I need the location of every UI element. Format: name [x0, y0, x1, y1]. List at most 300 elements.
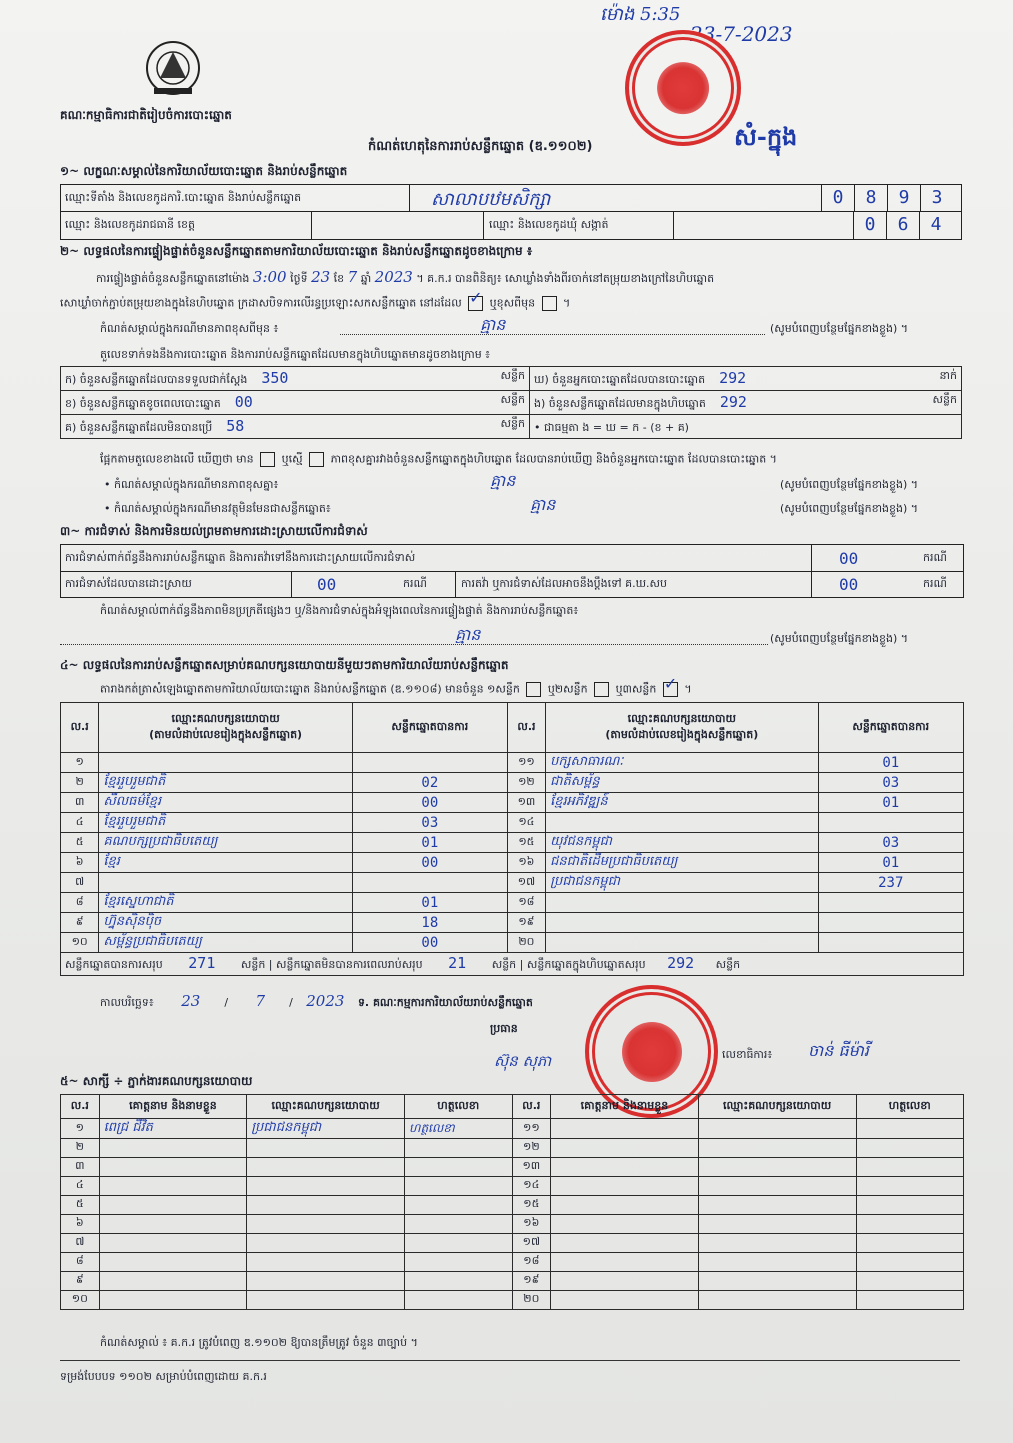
foreign-object-value: គ្មាន — [530, 495, 556, 514]
party-no: ៦ — [61, 853, 99, 873]
month-label: ខែ — [333, 272, 345, 285]
ballot-right-label: ឃ) ចំនួនអ្នកបោះឆ្នោតដែលបានបោះឆ្នោត — [534, 372, 706, 386]
witness-name — [551, 1234, 699, 1253]
party-name — [99, 873, 353, 893]
location-code-digit: 9 — [887, 185, 920, 211]
party-name: សម្ព័ន្ធប្រជាធិបតេយ្យ — [99, 933, 353, 953]
w-col-name-right: គោត្តនាម និងនាមខ្លួន — [551, 1095, 699, 1119]
witness-name — [99, 1139, 247, 1158]
total-box-unit: សន្លឹក — [715, 958, 741, 971]
w-col-no-left: ល.រ — [61, 1095, 100, 1119]
commune-label: ឈ្មោះ និងលេខកូដឃុំ សង្កាត់ — [489, 218, 609, 231]
secretary-label: លេខាធិការ៖ — [722, 1048, 773, 1061]
ballot-count-row — [61, 391, 962, 415]
party-name — [546, 893, 818, 913]
witness-no: ១៦ — [512, 1215, 551, 1234]
party-votes: 01 — [818, 853, 963, 873]
party-row — [61, 833, 964, 853]
appeal-count: 00 — [839, 575, 859, 594]
party-votes — [818, 893, 963, 913]
witness-name — [551, 1291, 699, 1310]
col-party-left — [99, 703, 353, 753]
party-row — [61, 893, 964, 913]
secretary-name: ចាន់ ធីម៉ារី — [808, 1041, 869, 1060]
witness-party — [247, 1215, 405, 1234]
party-row — [61, 773, 964, 793]
party-name: ខ្មែរស្នេហាជាតិ — [99, 893, 353, 913]
verification-year: 2023 — [374, 268, 413, 286]
form-code: ទម្រង់បែបបទ ១១០២ សម្រាប់បំពេញដោយ គ.ក.រ — [60, 1370, 267, 1383]
party-no: ១០ — [61, 933, 99, 953]
verification-rest: ។ គ.ក.រ បានពិនិត្យ៖ សោឃ្លាំងទាំងពីរចាក់នៅតម្រុយខាងក្រៅនៃហិបឆ្នោត — [416, 272, 715, 285]
two-sheet-label: ឬ២សន្លឹក — [547, 682, 588, 696]
day-label: ថ្ងៃទី — [290, 272, 308, 285]
party-votes: 01 — [352, 833, 507, 853]
witness-no: ១៥ — [512, 1196, 551, 1215]
witness-signature — [405, 1291, 512, 1310]
resolved-unit: ករណី — [403, 577, 427, 590]
witness-row — [61, 1291, 964, 1310]
party-name: ខ្មែររួបរួមជាតិ — [99, 773, 353, 793]
col-no-right: ល.រ — [507, 703, 545, 753]
ballot-left-value: 58 — [226, 416, 245, 435]
irregularity-note-value: គ្មាន — [455, 625, 481, 644]
total-valid-value: 271 — [188, 954, 216, 972]
witness-name — [99, 1272, 247, 1291]
date-month: 7 — [255, 992, 266, 1010]
witness-no: ១៤ — [512, 1177, 551, 1196]
witness-signature — [405, 1196, 512, 1215]
totals-row: សន្លឹកឆ្នោតបានការសរុប 271 សន្លឹក | សន្លឹកឆ្នោតមិនបានការពេលរាប់សរុប 21 សន្លឹក | សន្លឹកឆ្នោតក្នុងហិបឆ្នោតសរុប 292 សន្លឹក — [61, 953, 964, 976]
party-name: ជនជាតិដើមប្រជាធិបតេយ្យ — [546, 853, 818, 873]
party-votes: 00 — [352, 933, 507, 953]
witness-name — [551, 1272, 699, 1291]
section3-title: ៣~ ការជំទាស់ និងការមិនយល់ព្រមតាមការដោះស្រាយលើការជំទាស់ — [60, 524, 368, 538]
or-different-label: ឬខុសពីមុន — [489, 296, 536, 310]
party-votes: 01 — [352, 893, 507, 913]
witness-no: ៨ — [61, 1253, 100, 1272]
witness-no: ២០ — [512, 1291, 551, 1310]
witness-signature — [405, 1272, 512, 1291]
party-name: ជាតិសម្ព័ន្ធ — [546, 773, 818, 793]
ballot-left-cell — [61, 415, 530, 439]
ballot-left-value: 350 — [261, 368, 289, 387]
witness-signature — [856, 1253, 963, 1272]
witness-no: ១៨ — [512, 1253, 551, 1272]
chair-name: ស៊ុន សុភា — [494, 1052, 552, 1070]
party-votes — [352, 873, 507, 893]
verification-day: 23 — [311, 268, 331, 286]
witness-party — [698, 1291, 856, 1310]
ballot-left-unit: សន្លឹក — [500, 368, 525, 382]
difference-bullet: • កំណត់សម្គាល់ក្នុងករណីមានភាពខុសគ្នា៖ — [104, 478, 279, 491]
witness-signature — [405, 1139, 512, 1158]
witness-signature — [856, 1215, 963, 1234]
ballot-right-cell — [530, 391, 962, 415]
witness-signature — [856, 1234, 963, 1253]
location-code-boxes — [821, 185, 953, 211]
difference-note-label: កំណត់សម្គាល់ក្នុងករណីមានភាពខុសពីមុន ៖ — [100, 322, 279, 335]
party-name: ខ្មែរ — [99, 853, 353, 873]
witness-party — [698, 1234, 856, 1253]
ballot-right-label: ង) ចំនួនសន្លឹកឆ្នោតដែលមានក្នុងហិបឆ្នោត — [534, 396, 706, 410]
commune-handwritten: សំ-ក្នុង — [734, 122, 798, 151]
witness-name — [99, 1234, 247, 1253]
fill-hint: (សូមបំពេញបន្ថែមផ្នែកខាងខ្លួង) ។ — [770, 322, 909, 335]
ballot-count-row — [61, 367, 962, 391]
witness-no: ៩ — [61, 1272, 100, 1291]
nec-emblem-icon — [140, 38, 206, 100]
witness-no: ៤ — [61, 1177, 100, 1196]
sheet-count-text: តារាងកត់ត្រាសំឡេងឆ្នោតតាមការិយាល័យបោះឆ្នោត និងរាប់សន្លឹកឆ្នោត (ឌ.១១០៨) មានចំនួន ១សន្លឹក — [100, 682, 520, 696]
handwritten-date: 23-7-2023 — [690, 22, 793, 46]
section2-title: ២~ លទ្ធផលនៃការផ្ទៀងផ្ទាត់ចំនួនសន្លឹកឆ្នោតតាមការិយាល័យបោះឆ្នោត និងរាប់សន្លឹកឆ្នោតដូចខាងក្រោម ៖ — [60, 244, 533, 258]
witness-name — [99, 1253, 247, 1272]
party-name: ហ្វ៊ុនស៊ិនប៉ិច — [99, 913, 353, 933]
party-no: ៥ — [61, 833, 99, 853]
compare-rest: ភាពខុសគ្នារវាងចំនួនសន្លឹកឆ្នោតក្នុងហិបឆ្នោត ដែលបានរាប់ឃើញ និងចំនួនអ្នកបោះឆ្នោត ដែលបានបោះឆ្នោត ។ — [330, 452, 777, 466]
witness-signature — [856, 1272, 963, 1291]
foreign-object-bullet: • កំណត់សម្គាល់ក្នុងករណីមានវត្ថុមិនមែនជាសន្លឹកឆ្នោត៖ — [104, 502, 331, 515]
party-row — [61, 813, 964, 833]
equal-checkbox[interactable] — [309, 452, 324, 467]
witness-name — [99, 1215, 247, 1234]
witness-signature — [856, 1196, 963, 1215]
three-sheet-label: ឬ៣សន្លឹក — [615, 682, 657, 696]
ballot-left-label: ខ) ចំនួនសន្លឹកឆ្នោតខូចពេលបោះឆ្នោត — [65, 396, 221, 410]
party-name: សីលធម៌ខ្មែរ — [99, 793, 353, 813]
seal-line: សោឃ្លាំចាក់ភ្ជាប់តម្រុយខាងក្នុងនៃហិបឆ្នោត ក្រដាសបិទការលើរន្ធប្រឡោះសកសន្លឹកឆ្នោត នៅដដែល ✓ ឬខុសពីមុន ។ — [60, 296, 570, 311]
party-no: ៤ — [61, 813, 99, 833]
party-votes — [818, 933, 963, 953]
party-no: ៩ — [61, 913, 99, 933]
party-no: ២ — [61, 773, 99, 793]
fill-hint-2: (សូមបំពេញបន្ថែមផ្នែកខាងខ្លួង) ។ — [780, 478, 919, 491]
ballot-left-cell — [61, 367, 530, 391]
witness-no: ១៧ — [512, 1234, 551, 1253]
ballot-left-unit: សន្លឹក — [500, 416, 525, 430]
w-col-sign-left: ហត្ថលេខា — [405, 1095, 512, 1119]
ballot-count-row — [61, 415, 962, 439]
witness-no: ១១ — [512, 1119, 551, 1139]
witness-row — [61, 1253, 964, 1272]
witness-no: ១២ — [512, 1139, 551, 1158]
witness-party — [247, 1177, 405, 1196]
witness-party — [247, 1196, 405, 1215]
party-votes: 03 — [818, 773, 963, 793]
appeal-label: ការតវ៉ា ឬការជំទាស់ដែលអាចនឹងប្តឹងទៅ គ.ឃ.សប — [461, 577, 668, 590]
party-name: ប្រជាជនកម្ពុជា — [546, 873, 818, 893]
witness-signature — [856, 1291, 963, 1310]
party-no: ១៨ — [507, 893, 545, 913]
party-votes: 03 — [818, 833, 963, 853]
commune-code-digit: 4 — [919, 211, 952, 239]
ballot-left-unit: សន្លឹក — [500, 392, 525, 406]
witness-name — [99, 1158, 247, 1177]
province-label: ឈ្មោះ និងលេខកូដរាជធានី ខេត្ត — [65, 218, 195, 231]
party-no: ១៧ — [507, 873, 545, 893]
w-col-party-left: ឈ្មោះគណបក្សនយោបាយ — [247, 1095, 405, 1119]
col-no-left: ល.រ — [61, 703, 99, 753]
total-box-label: សន្លឹកឆ្នោតក្នុងហិបឆ្នោតសរុប — [526, 958, 646, 971]
party-no: ១ — [61, 753, 99, 773]
date-label: កាលបរិច្ឆេទ៖ — [100, 996, 154, 1009]
party-no: ៣ — [61, 793, 99, 813]
party-no: ១២ — [507, 773, 545, 793]
party-votes: 01 — [818, 753, 963, 773]
ballot-right-unit: សន្លឹក — [932, 392, 957, 406]
col-party-left-title: ឈ្មោះគណបក្សនយោបាយ — [171, 711, 280, 725]
party-no: ២០ — [507, 933, 545, 953]
witness-name — [99, 1291, 247, 1310]
witness-signature: ហត្ថលេខា — [405, 1119, 512, 1139]
party-no: ១៦ — [507, 853, 545, 873]
witness-name: ពេជ្រ ជីវិត — [99, 1119, 247, 1139]
witness-no: ១៣ — [512, 1158, 551, 1177]
party-name — [546, 813, 818, 833]
fill-hint-4: (សូមបំពេញបន្ថែមផ្នែកខាងខ្លួង) ។ — [770, 632, 909, 645]
witness-party — [698, 1139, 856, 1158]
witness-name — [551, 1119, 699, 1139]
section1-title: ១~ លក្ខណៈសម្គាល់នៃការិយាល័យបោះឆ្នោត និងរាប់សន្លឹកឆ្នោត — [60, 164, 348, 178]
witness-row — [61, 1196, 964, 1215]
witness-name — [551, 1215, 699, 1234]
witness-signature — [405, 1177, 512, 1196]
different-checkbox[interactable] — [542, 296, 557, 311]
witness-signature — [405, 1253, 512, 1272]
date-line: កាលបរិច្ឆេទ៖ 23 / 7 / 2023 ទ. គណៈកម្មការការិយាល័យរាប់សន្លឹកឆ្នោត — [100, 992, 533, 1010]
party-name: គណបក្សប្រជាធិបតេយ្យ — [99, 833, 353, 853]
date-day: 23 — [181, 992, 201, 1010]
witness-row — [61, 1177, 964, 1196]
witness-no: ១ — [61, 1119, 100, 1139]
party-no: ១៣ — [507, 793, 545, 813]
verification-time: 3:00 — [252, 268, 287, 286]
party-votes: 01 — [818, 793, 963, 813]
witness-party — [247, 1234, 405, 1253]
party-row — [61, 933, 964, 953]
total-invalid-unit: សន្លឹក — [491, 958, 517, 971]
total-invalid-value: 21 — [448, 954, 467, 972]
footnote: កំណត់សម្គាល់ ៖ គ.ក.រ ត្រូវបំពេញ ឌ.១១០២ ឱ្យបានត្រឹមត្រូវ ចំនួន ៣ច្បាប់ ។ — [100, 1336, 418, 1349]
total-valid-label: សន្លឹកឆ្នោតបានការសរុប — [65, 958, 163, 971]
ballot-right-value: 292 — [719, 392, 747, 411]
witness-party — [247, 1139, 405, 1158]
party-votes — [352, 753, 507, 773]
ballot-right-value: 292 — [719, 368, 747, 387]
one-sheet-checkbox[interactable] — [526, 682, 541, 697]
party-votes: 18 — [352, 913, 507, 933]
form-title: កំណត់ហេតុនៃការរាប់សន្លឹកឆ្នោត (ឌ.១១០២) — [368, 139, 593, 154]
w-col-party-right: ឈ្មោះគណបក្សនយោបាយ — [698, 1095, 856, 1119]
committee-line: គណៈកម្មាធិការជាតិរៀបចំការបោះឆ្នោត — [60, 108, 232, 122]
party-name: ខ្មែរអភិវឌ្ឍន៍ — [546, 793, 818, 813]
witness-party — [698, 1158, 856, 1177]
witness-party — [698, 1253, 856, 1272]
section1-box — [60, 184, 962, 240]
witness-name — [551, 1253, 699, 1272]
ballot-left-cell — [61, 391, 530, 415]
two-sheet-checkbox[interactable] — [594, 682, 609, 697]
objection-box — [60, 544, 964, 598]
objection-count: 00 — [839, 549, 859, 568]
witness-row — [61, 1215, 964, 1234]
party-votes: 03 — [352, 813, 507, 833]
appeal-unit: ករណី — [923, 577, 947, 590]
witness-party — [698, 1215, 856, 1234]
location-code-digit: 3 — [920, 185, 953, 211]
section5-title: ៥~ សាក្សី ÷ ភ្នាក់ងារគណបក្សនយោបាយ — [60, 1074, 253, 1088]
fill-hint-3: (សូមបំពេញបន្ថែមផ្នែកខាងខ្លួង) ។ — [780, 502, 919, 515]
witness-party: ប្រជាជនកម្ពុជា — [247, 1119, 405, 1139]
witness-party — [247, 1158, 405, 1177]
witness-party — [247, 1291, 405, 1310]
witness-no: ៣ — [61, 1158, 100, 1177]
col-party-right-sub: (តាមលំដាប់លេខរៀងក្នុងសន្លឹកឆ្នោត) — [605, 727, 759, 741]
party-name: បក្សសាធារណៈ — [546, 753, 818, 773]
col-votes-left: សន្លឹកឆ្នោតបានការ — [352, 703, 507, 753]
resolved-label: ការជំទាស់ដែលបានដោះស្រាយ — [65, 577, 192, 590]
compare-text: ផ្អែកតាមតួលេខខាងលើ ឃើញថា មាន — [100, 452, 254, 466]
commune-code-digit: 0 — [853, 211, 886, 239]
ballot-right-unit: នាក់ — [939, 368, 957, 382]
witness-party — [247, 1272, 405, 1291]
verification-intro: ការផ្ទៀងផ្ទាត់ចំនួនសន្លឹកឆ្នោតនៅម៉ោង — [96, 272, 250, 285]
party-no: ១៤ — [507, 813, 545, 833]
witness-name — [551, 1196, 699, 1215]
witness-signature — [856, 1139, 963, 1158]
committee-sign-label: ទ. គណៈកម្មការការិយាល័យរាប់សន្លឹកឆ្នោត — [357, 996, 533, 1009]
seal-text: សោឃ្លាំចាក់ភ្ជាប់តម្រុយខាងក្នុងនៃហិបឆ្នោត ក្រដាសបិទការលើរន្ធប្រឡោះសកសន្លឹកឆ្នោត នៅដដែល — [60, 296, 462, 310]
irregularity-note-label: កំណត់សម្គាល់ពាក់ព័ន្ធនឹងភាពមិនប្រក្រតីផ្សេងៗ ឬ/និងការជំទាស់ក្នុងអំឡុងពេលនៃការផ្ទៀងផ្ទាត់ និងការរាប់សន្លឹកឆ្នោត៖ — [100, 604, 579, 617]
ballot-count-table — [60, 366, 962, 439]
ballot-right-cell — [530, 367, 962, 391]
party-row — [61, 753, 964, 773]
difference-checkbox[interactable] — [260, 452, 275, 467]
witness-signature — [405, 1158, 512, 1177]
witness-signature — [405, 1215, 512, 1234]
col-votes-right: សន្លឹកឆ្នោតបានការ — [818, 703, 963, 753]
witness-name — [551, 1158, 699, 1177]
party-row — [61, 873, 964, 893]
rows-intro: តួលេខទាក់ទងនឹងការបោះឆ្នោត និងការរាប់សន្លឹកឆ្នោតដែលមានក្នុងហិបឆ្នោតមានដូចខាងក្រោម ៖ — [100, 348, 491, 361]
verification-line — [96, 270, 714, 286]
same-checkbox[interactable] — [468, 296, 483, 311]
witness-row — [61, 1234, 964, 1253]
ballot-right-cell — [530, 415, 962, 439]
location-code-digit: 0 — [821, 185, 854, 211]
total-box-value: 292 — [667, 954, 695, 972]
three-sheet-checkbox[interactable] — [663, 682, 678, 697]
party-no: ១៥ — [507, 833, 545, 853]
ballot-left-value: 00 — [234, 392, 253, 411]
ballot-left-label: គ) ចំនួនសន្លឹកឆ្នោតដែលមិនបានប្រើ — [65, 420, 213, 434]
party-votes — [818, 913, 963, 933]
party-no: ៧ — [61, 873, 99, 893]
witness-name — [99, 1177, 247, 1196]
section4-title: ៤~ លទ្ធផលនៃការរាប់សន្លឹកឆ្នោតសម្រាប់គណបក្សនយោបាយនីមួយៗតាមការិយាល័យរាប់សន្លឹកឆ្នោត — [60, 658, 509, 672]
commune-code-boxes — [853, 211, 952, 239]
col-party-left-sub: (តាមលំដាប់លេខរៀងក្នុងសន្លឹកឆ្នោត) — [149, 727, 303, 741]
sheet-count-line: តារាងកត់ត្រាសំឡេងឆ្នោតតាមការិយាល័យបោះឆ្នោត និងរាប់សន្លឹកឆ្នោត (ឌ.១១០៨) មានចំនួន ១សន្លឹក ឬ២សន្លឹក ឬ៣សន្លឹក ✓ ។ — [100, 682, 692, 697]
witness-no: ៧ — [61, 1234, 100, 1253]
location-label: ឈ្មោះទីតាំង និងលេខកូដការិ.បោះឆ្នោត និងរាប់សន្លឹកឆ្នោត — [65, 191, 302, 204]
party-name: យុវជនកម្ពុជា — [546, 833, 818, 853]
party-name — [546, 913, 818, 933]
chair-label: ប្រធាន — [490, 1022, 518, 1035]
party-no: ១១ — [507, 753, 545, 773]
w-col-sign-right: ហត្ថលេខា — [856, 1095, 963, 1119]
witness-signature — [856, 1158, 963, 1177]
witness-row — [61, 1119, 964, 1139]
w-col-name-left: គោត្តនាម និងនាមខ្លួន — [99, 1095, 247, 1119]
witness-party — [698, 1119, 856, 1139]
party-votes: 00 — [352, 853, 507, 873]
party-name — [546, 933, 818, 953]
year-label: ឆ្នាំ — [360, 272, 372, 285]
ballot-left-label: ក) ចំនួនសន្លឹកឆ្នោតដែលបានទទួលជាក់ស្តែង — [65, 372, 248, 386]
difference-note-value: គ្មាន — [480, 315, 506, 334]
party-votes: 02 — [352, 773, 507, 793]
compare-line — [100, 452, 777, 467]
witness-signature — [405, 1234, 512, 1253]
witness-signature — [856, 1177, 963, 1196]
witness-table — [60, 1094, 964, 1310]
witness-name — [551, 1177, 699, 1196]
commune-code-digit: 6 — [886, 211, 919, 239]
witness-party — [698, 1177, 856, 1196]
witness-no: ១៩ — [512, 1272, 551, 1291]
date-year: 2023 — [306, 992, 345, 1010]
col-party-right-title: ឈ្មោះគណបក្សនយោបាយ — [627, 711, 736, 725]
witness-party — [698, 1196, 856, 1215]
handwritten-time: ម៉ោង 5:35 — [600, 4, 681, 25]
witness-party — [247, 1253, 405, 1272]
party-votes: 00 — [352, 793, 507, 813]
party-votes: 237 — [818, 873, 963, 893]
resolved-count: 00 — [317, 575, 337, 594]
total-invalid-label: សន្លឹកឆ្នោតមិនបានការពេលរាប់សរុប — [276, 958, 423, 971]
witness-signature — [856, 1119, 963, 1139]
witness-name — [99, 1196, 247, 1215]
party-name — [99, 753, 353, 773]
witness-row — [61, 1272, 964, 1291]
verification-month: 7 — [347, 268, 358, 286]
official-stamp-top — [625, 30, 741, 146]
location-value: សាលាបឋមសិក្សា — [431, 189, 551, 210]
objection-label: ការជំទាស់ពាក់ព័ន្ធនឹងការរាប់សន្លឹកឆ្នោត និងការតវ៉ាទៅនឹងការដោះស្រាយលើការជំទាស់ — [65, 551, 416, 564]
objection-unit: ករណី — [923, 551, 947, 564]
col-party-right — [546, 703, 818, 753]
witness-row — [61, 1158, 964, 1177]
witness-no: ១០ — [61, 1291, 100, 1310]
witness-no: ២ — [61, 1139, 100, 1158]
witness-no: ៥ — [61, 1196, 100, 1215]
ballot-right-label: • ជាធម្មតា ង = ឃ = ក - (ខ + គ) — [534, 420, 689, 434]
difference-bullet-value: គ្មាន — [490, 471, 516, 490]
party-row — [61, 793, 964, 813]
same-label: ឬស្មើ — [281, 452, 303, 466]
w-col-no-right: ល.រ — [512, 1095, 551, 1119]
location-code-digit: 8 — [854, 185, 887, 211]
witness-row — [61, 1139, 964, 1158]
party-results-table — [60, 702, 964, 976]
witness-no: ៦ — [61, 1215, 100, 1234]
party-row — [61, 853, 964, 873]
party-no: ១៩ — [507, 913, 545, 933]
witness-name — [551, 1139, 699, 1158]
party-row — [61, 913, 964, 933]
